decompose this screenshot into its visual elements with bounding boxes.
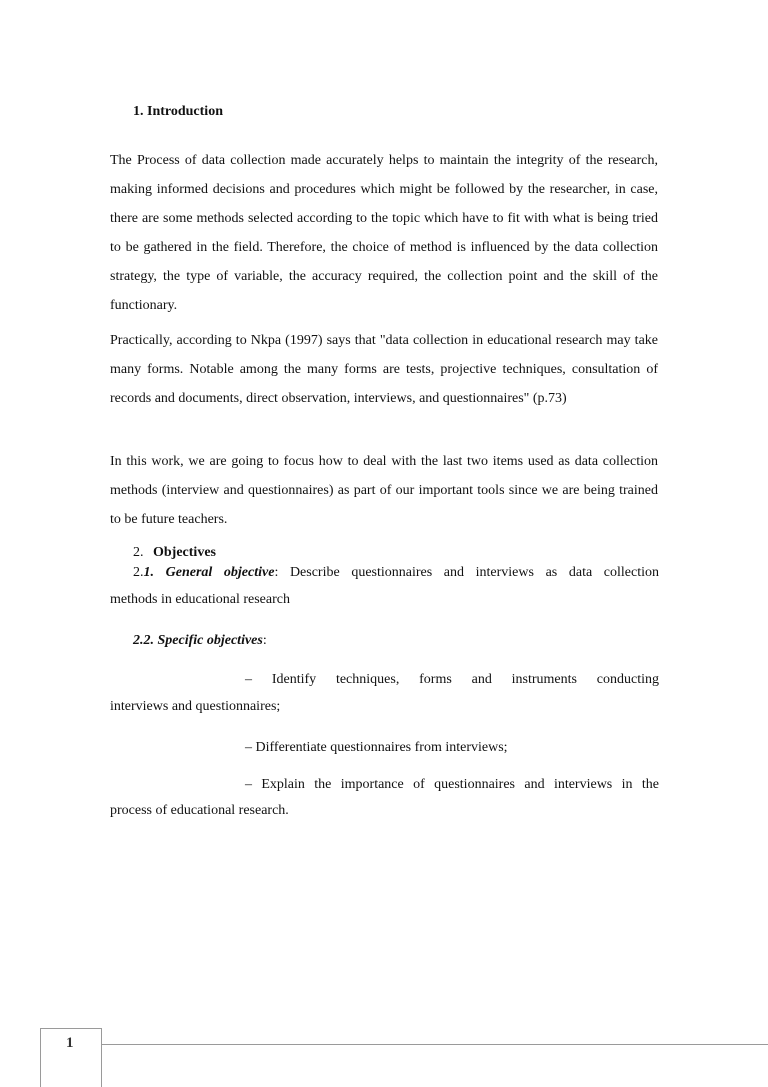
general-objective-line — [133, 563, 659, 583]
specific-objectives-label: 2.2. Specific objectives — [133, 633, 263, 648]
specific-objective-1: – Identify techniques, forms and instruments conducting — [245, 672, 659, 687]
specific-objectives-colon: : — [262, 633, 267, 648]
section-1-heading: 1. Introduction — [133, 104, 223, 119]
general-objective-label: 1. General objective — [143, 565, 275, 580]
intro-paragraph-3: In this work, we are going to focus how to deal with the last two items used as data collection methods (interview and questionnaires) as part of our important tools since we are being trained to be future teachers. — [110, 454, 658, 527]
specific-objective-3: – Explain the importance of questionnaires and interviews in the — [245, 777, 659, 792]
specific-objective-1-continuation: interviews and questionnaires; — [110, 699, 281, 714]
specific-objective-3-continuation: process of educational research. — [110, 803, 289, 818]
page-number: 1 — [66, 1035, 74, 1051]
general-objective-continuation: methods in educational research — [110, 592, 290, 607]
general-objective-number: 2. — [133, 565, 144, 580]
footer-rule — [102, 1044, 768, 1045]
general-objective-text: Describe questionnaires and interviews as data collection — [278, 565, 659, 580]
section-2-title: Objectives — [153, 545, 216, 560]
intro-paragraph-2: Practically, according to Nkpa (1997) says that "data collection in educational research may take many forms. Notable among the many forms are tests, projective techniques, consultation of records and documents, direct observation, interviews, and questionnaires" (p.73) — [110, 333, 658, 406]
specific-objective-2: – Differentiate questionnaires from interviews; — [245, 740, 508, 755]
intro-paragraph-1: The Process of data collection made accurately helps to maintain the integrity of the research, making informed decisions and procedures which might be followed by the researcher, in case, there are some methods selected according to the topic which have to fit with what is being tried to be gathered in the field. Therefore, the choice of method is influenced by the data collection strategy, the type of variable, the accuracy required, the collection point and the skill of the functionary. — [110, 153, 658, 313]
specific-objectives-heading — [133, 631, 267, 651]
section-2-heading — [133, 543, 216, 563]
general-objective-colon: : — [274, 565, 279, 580]
section-2-number: 2. — [133, 545, 144, 560]
